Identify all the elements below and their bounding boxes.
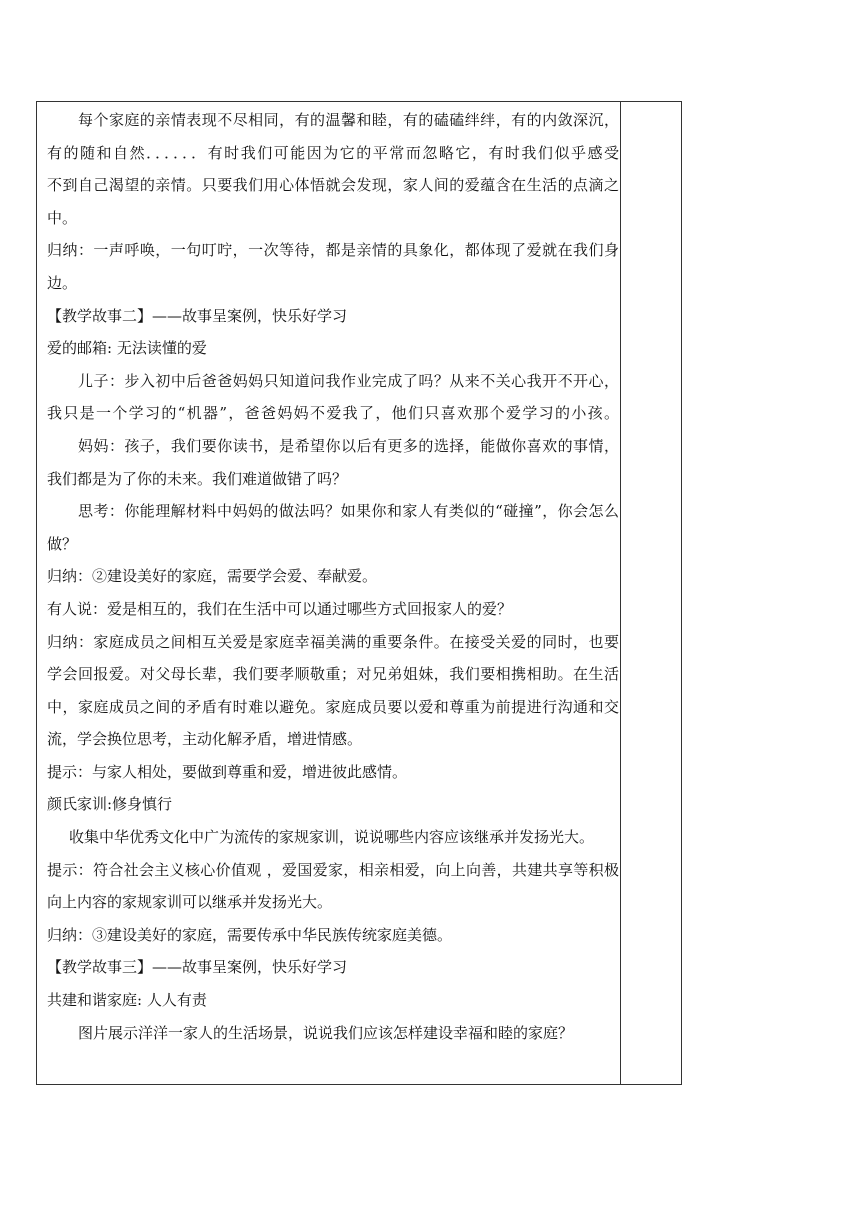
text-line: 学会回报爱。对父母长辈，我们要孝顺敬重；对兄弟姐妹，我们要相携相助。在生活 xyxy=(47,665,619,684)
text-line: 爱的邮箱: 无法读懂的爱 xyxy=(47,339,207,358)
text-line: 提示：符合社会主义核心价值观 ，爱国爱家，相亲相爱，向上向善，共建共享等积极 xyxy=(47,860,619,879)
text-line: 提示：与家人相处，要做到尊重和爱，增进彼此感情。 xyxy=(47,762,408,781)
text-line: 我们都是为了你的未来。我们难道做错了吗？ xyxy=(47,469,348,488)
text-line: 我只是一个学习的“机器”，爸爸妈妈不爱我了，他们只喜欢那个爱学习的小孩。 xyxy=(47,404,619,423)
text-line: 共建和谐家庭: 人人有责 xyxy=(47,991,207,1010)
text-line: 儿子：步入初中后爸爸妈妈只知道问我作业完成了吗？从来不关心我开不开心， xyxy=(78,371,619,390)
text-line: 【教学故事三】——故事呈案例，快乐好学习 xyxy=(47,958,348,977)
text-line: 【教学故事二】——故事呈案例，快乐好学习 xyxy=(47,306,348,325)
text-line: 做？ xyxy=(47,534,78,553)
text-line: 每个家庭的亲情表现不尽相同，有的温馨和睦，有的磕磕绊绊，有的内敛深沉， xyxy=(78,111,619,129)
text-line: 中。 xyxy=(47,208,78,227)
text-line: 归纳：家庭成员之间相互关爱是家庭幸福美满的重要条件。在接受关爱的同时，也要 xyxy=(47,632,619,651)
lesson-content-cell xyxy=(47,104,619,1049)
table-column-divider xyxy=(620,101,621,1085)
text-line: 向上内容的家规家训可以继承并发扬光大。 xyxy=(47,893,333,912)
text-line: 图片展示洋洋一家人的生活场景，说说我们应该怎样建设幸福和睦的家庭？ xyxy=(78,1023,574,1042)
text-line: 流，学会换位思考，主动化解矛盾，增进情感。 xyxy=(47,730,363,749)
text-line: 颜氏家训:修身慎行 xyxy=(47,795,173,814)
text-line: 中，家庭成员之间的矛盾有时难以避免。家庭成员要以爱和尊重为前提进行沟通和交 xyxy=(47,697,619,716)
text-line: 不到自己渴望的亲情。只要我们用心体悟就会发现，家人间的爱蕴含在生活的点滴之 xyxy=(47,176,619,195)
text-line: 收集中华优秀文化中广为流传的家规家训，说说哪些内容应该继承并发扬光大。 xyxy=(69,828,595,847)
text-line: 归纳：一声呼唤，一句叮咛，一次等待，都是亲情的具象化，都体现了爱就在我们身 xyxy=(47,241,619,260)
text-line: 思考：你能理解材料中妈妈的做法吗？如果你和家人有类似的“碰撞”，你会怎么 xyxy=(78,502,619,521)
text-line: 有人说：爱是相互的，我们在生活中可以通过哪些方式回报家人的爱？ xyxy=(47,599,513,618)
text-line: 归纳：③建设美好的家庭，需要传承中华民族传统家庭美德。 xyxy=(47,925,453,944)
text-line: 归纳：②建设美好的家庭，需要学会爱、奉献爱。 xyxy=(47,567,378,586)
text-line: 有的随和自然．．．．．．有时我们可能因为它的平常而忽略它，有时我们似乎感受 xyxy=(47,143,619,162)
text-line: 妈妈：孩子，我们要你读书，是希望你以后有更多的选择，能做你喜欢的事情， xyxy=(78,436,619,455)
text-line: 边。 xyxy=(47,273,78,292)
